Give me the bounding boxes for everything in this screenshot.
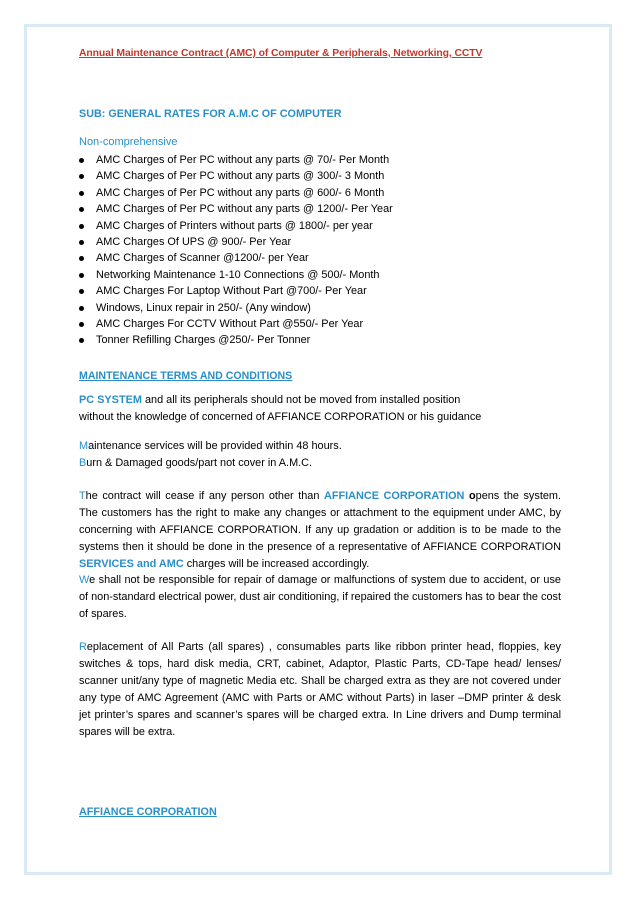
- list-item: AMC Charges For Laptop Without Part @700/- Per Year: [79, 283, 393, 299]
- list-item: AMC Charges of Printers without parts @ 1800/- per year: [79, 218, 393, 234]
- list-item: AMC Charges of Per PC without any parts @ 70/- Per Month: [79, 152, 393, 168]
- replacement-paragraph: Replacement of All Parts (all spares) , consumables parts like ribbon printer head, floppies, key switches & tops, hard disk media, CRT, cabinet, Adaptor, Plastic Parts, CD-Tape head/ lenses/ scanner unit/any type of magnetic Media etc. Shall be charged extra as they are not covered under any type of AMC Agreement (AMC with Parts or AMC without Parts) in laser –DMP printer & desk jet printer’s spares and scanner’s spares will be charged extra. In Line drivers and Dump terminal spares will be extra.: [79, 641, 561, 738]
- list-item: AMC Charges of Per PC without any parts @ 1200/- Per Year: [79, 201, 393, 217]
- bullet-icon: [79, 158, 84, 163]
- list-item: Networking Maintenance 1-10 Connections @ 500/- Month: [79, 267, 393, 283]
- list-item: AMC Charges For CCTV Without Part @550/- Per Year: [79, 316, 393, 332]
- maintenance-paragraph: Maintenance services will be provided within 48 hours. Burn & Damaged goods/part not cover in A.M.C.: [79, 440, 342, 469]
- document-title: Annual Maintenance Contract (AMC) of Computer & Peripherals, Networking, CCTV: [79, 48, 483, 59]
- bullet-icon: [79, 240, 84, 245]
- footer-organization: AFFIANCE CORPORATION: [79, 806, 217, 818]
- contract-paragraph: The contract will cease if any person other than AFFIANCE CORPORATION opens the system. The customers has the right to make any changes or attachment to the equipment under AMC, by concerning with AFFIANCE CORPORATION. If any up gradation or addition is to be made to the systems then it should be done in the presence of a representative of AFFIANCE CORPORATION SERVICES and AMC charges will be increased accordingly.: [79, 490, 562, 570]
- bullet-icon: [79, 207, 84, 212]
- bullet-icon: [79, 256, 84, 261]
- list-item: AMC Charges of Per PC without any parts @ 600/- 6 Month: [79, 185, 393, 201]
- bullet-icon: [79, 289, 84, 294]
- bullet-icon: [79, 338, 84, 343]
- bullet-icon: [79, 191, 84, 196]
- bullet-icon: [79, 322, 84, 327]
- list-item: AMC Charges of Per PC without any parts @ 300/- 3 Month: [79, 168, 393, 184]
- terms-heading: MAINTENANCE TERMS AND CONDITIONS: [79, 370, 293, 382]
- rates-list: [79, 152, 393, 349]
- list-item: AMC Charges Of UPS @ 900/- Per Year: [79, 234, 393, 250]
- list-item: Tonner Refilling Charges @250/- Per Tonner: [79, 332, 393, 348]
- bullet-icon: [79, 306, 84, 311]
- rates-heading: Non-comprehensive: [79, 136, 178, 148]
- subject-line: SUB: GENERAL RATES FOR A.M.C OF COMPUTER: [79, 108, 342, 120]
- bullet-icon: [79, 174, 84, 179]
- document-body: [79, 46, 562, 818]
- bullet-icon: [79, 273, 84, 278]
- list-item: Windows, Linux repair in 250/- (Any window): [79, 300, 393, 316]
- list-item: AMC Charges of Scanner @1200/- per Year: [79, 250, 393, 266]
- bullet-icon: [79, 224, 84, 229]
- responsibility-paragraph: We shall not be responsible for repair of damage or malfunctions of system due to accident, or use of non-standard electrical power, dust air conditioning, if repaired the customers has to bear the cost of spares.: [79, 574, 561, 620]
- pc-system-paragraph: PC SYSTEM and all its peripherals should not be moved from installed position without the knowledge of concerned of AFFIANCE CORPORATION or his guidance: [79, 394, 482, 423]
